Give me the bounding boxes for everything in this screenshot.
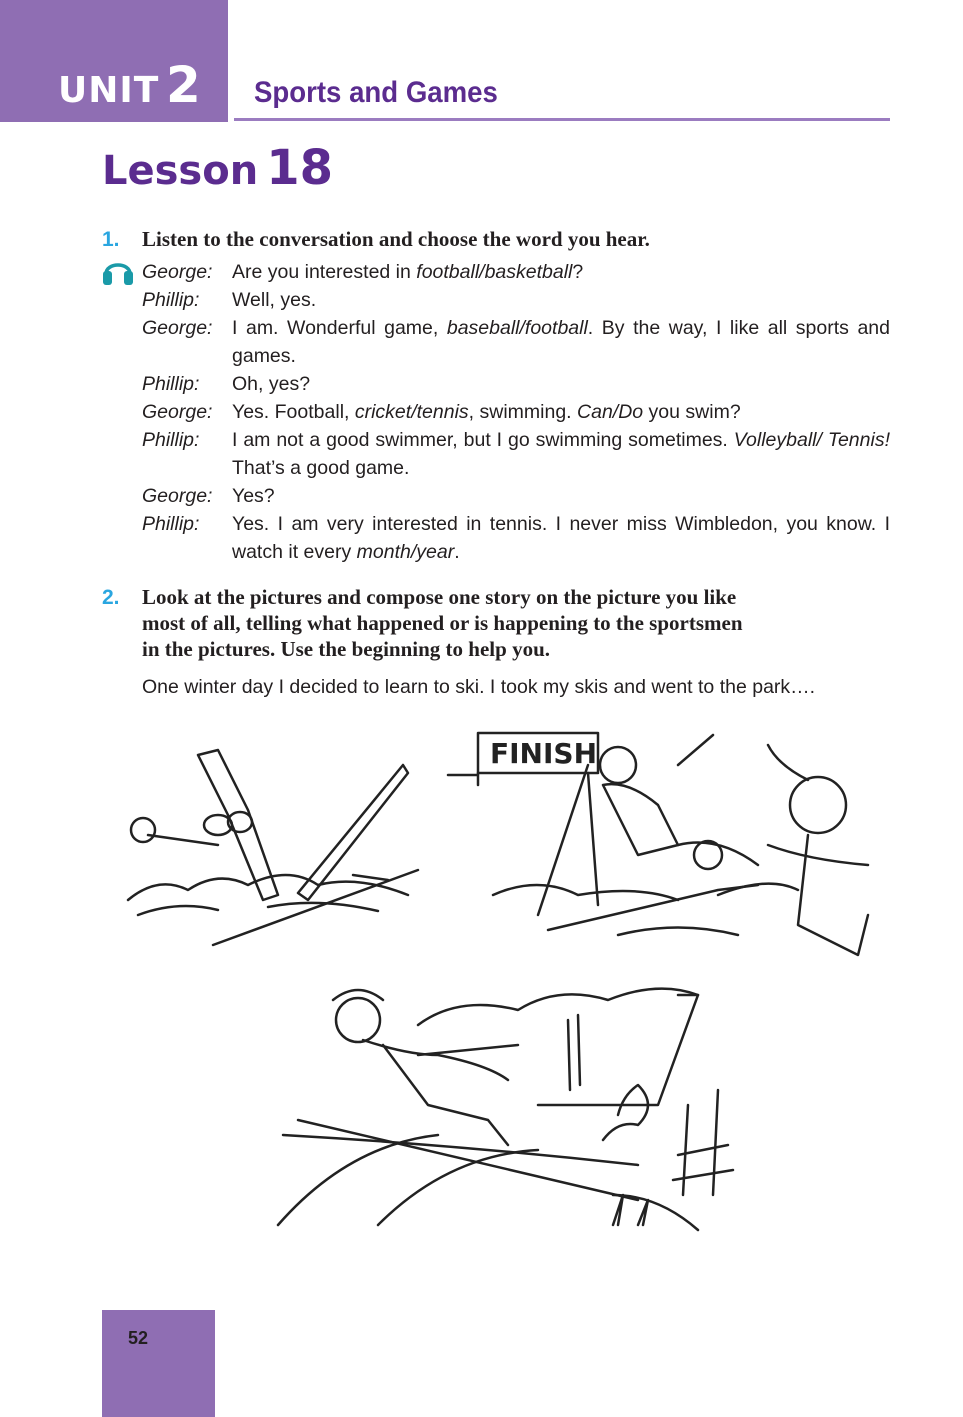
exercise-2-number: 2. (102, 586, 120, 609)
instruction-line: in the pictures. Use the beginning to help you. (142, 637, 550, 661)
dialog-line: I am. Wonderful game, baseball/football. By the way, I like all sports and games. (232, 317, 890, 367)
unit-label: UNIT (58, 70, 160, 111)
dialog-row (142, 482, 890, 510)
exercise-2-instruction (142, 584, 892, 662)
unit-number: 2 (166, 56, 201, 114)
fallen-skier-scene (128, 750, 418, 945)
dialog-speaker: Phillip: (142, 429, 200, 451)
finish-sign-text: FINISH (490, 737, 597, 770)
skiing-illustration (118, 725, 878, 1245)
page-number-box (102, 1310, 215, 1417)
header-divider (234, 118, 890, 121)
dialog-speaker: Phillip: (142, 373, 200, 395)
dialog-speaker: Phillip: (142, 513, 200, 535)
lesson-word: Lesson (102, 148, 259, 194)
dialog-row (142, 370, 890, 398)
ski-jump-scene (278, 989, 733, 1230)
instruction-line: Look at the pictures and compose one story on the picture you like (142, 585, 737, 609)
dialog-row (142, 286, 890, 314)
exercise-1-number: 1. (102, 228, 120, 251)
exercise-1-instruction: Listen to the conversation and choose the word you hear. (142, 227, 650, 251)
dialog-line: I am not a good swimmer, but I go swimming sometimes. Volleyball/ Tennis! That’s a good game. (232, 429, 890, 479)
dialog-line: Yes. I am very interested in tennis. I never miss Wimbledon, you know. I watch it every month/year. (232, 513, 890, 563)
lesson-title (102, 140, 333, 196)
dialog-speaker: George: (142, 261, 213, 283)
dialog-row (142, 398, 890, 426)
headphones-icon[interactable] (101, 254, 135, 293)
dialog-speaker: Phillip: (142, 289, 200, 311)
dialog-line: Well, yes. (232, 289, 317, 311)
instruction-line: most of all, telling what happened or is happening to the sportsmen (142, 611, 743, 635)
dialog-row (142, 426, 890, 482)
dialog-row (142, 258, 890, 286)
story-beginning: One winter day I decided to learn to ski. I took my skis and went to the park…. (142, 676, 816, 698)
dialog-row (142, 510, 890, 566)
dialog-row (142, 314, 890, 370)
dialog-line: Yes. Football, cricket/tennis, swimming. Can/Do you swim? (232, 401, 741, 423)
dialog-line: Are you interested in football/basketball? (232, 261, 584, 283)
dialog-line: Oh, yes? (232, 373, 311, 395)
unit-title: Sports and Games (254, 76, 498, 109)
lesson-number: 18 (266, 140, 333, 196)
finish-line-scene (448, 733, 868, 955)
dialog (142, 258, 890, 566)
page-number: 52 (128, 1328, 149, 1348)
dialog-speaker: George: (142, 317, 213, 339)
dialog-line: Yes? (232, 485, 275, 507)
dialog-speaker: George: (142, 485, 213, 507)
dialog-speaker: George: (142, 401, 213, 423)
